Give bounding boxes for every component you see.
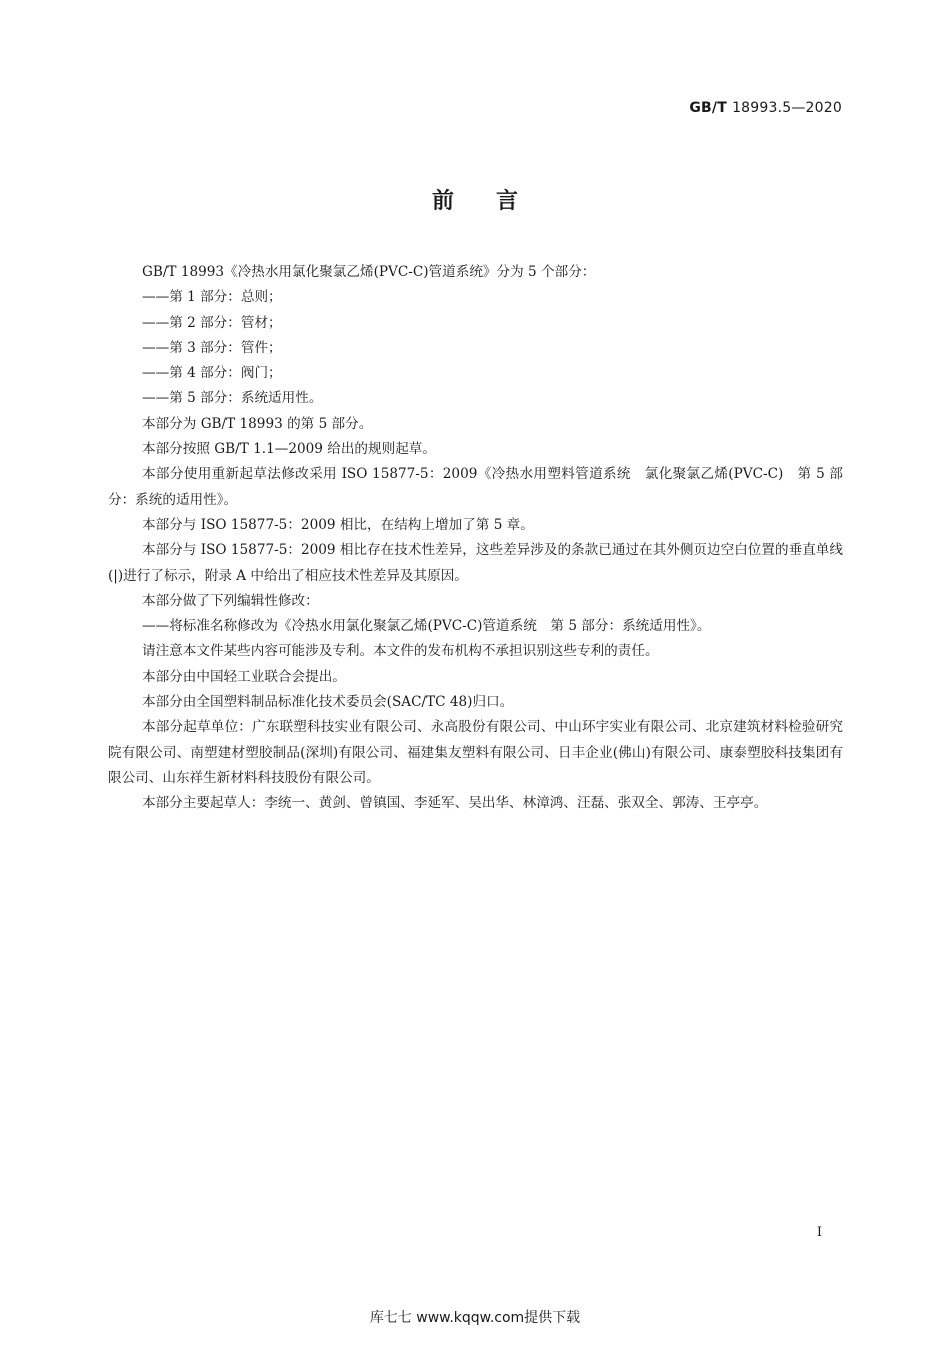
paragraph: 本部分做了下列编辑性修改： <box>142 592 319 609</box>
paragraph: 本部分起草单位：广东联塑科技实业有限公司、永高股份有限公司、中山环宇实业有限公司、北京建筑材料检验研究院有限公司、南塑建材塑胶制品(深圳)有限公司、福建集友塑料有限公司、日丰企业(佛山)有限公司、康泰塑胶科技集团有限公司、山东祥生新材料科技股份有限公司。 <box>108 719 843 786</box>
page-title: 前言 <box>431 189 560 214</box>
paragraph: 请注意本文件某些内容可能涉及专利。本文件的发布机构不承担识别这些专利的责任。 <box>142 643 659 660</box>
paragraph: 本部分按照 GB/T 1.1—2009 给出的规则起草。 <box>142 441 436 458</box>
standard-code <box>689 100 842 116</box>
list-item: ——第 4 部分：阀门； <box>142 365 282 382</box>
paragraph: 本部分使用重新起草法修改采用 ISO 15877-5：2009《冷热水用塑料管道系统 氯化聚氯乙烯(PVC-C) 第 5 部分：系统的适用性》。 <box>108 466 843 508</box>
list-item: ——第 3 部分：管件； <box>142 339 282 356</box>
paragraph: GB/T 18993《冷热水用氯化聚氯乙烯(PVC-C)管道系统》分为 5 个部分： <box>142 264 596 280</box>
paragraph: 本部分主要起草人：李统一、黄剑、曾镇国、李延军、吴出华、林漳鸿、汪磊、张双全、郭涛、王亭亭。 <box>142 795 768 812</box>
standard-code-number: 18993.5—2020 <box>732 100 842 116</box>
paragraph: 本部分由中国轻工业联合会提出。 <box>142 668 346 685</box>
paragraph: 本部分与 ISO 15877-5：2009 相比存在技术性差异，这些差异涉及的条款已通过在其外侧页边空白位置的垂直单线(|)进行了标示，附录 A 中给出了相应技术性差异及其原因。 <box>108 542 843 584</box>
paragraph: 本部分由全国塑料制品标准化技术委员会(SAC/TC 48)归口。 <box>142 694 514 711</box>
document-body <box>108 260 843 817</box>
standard-code-prefix: GB/T <box>689 100 727 116</box>
page-number: I <box>816 1225 822 1240</box>
list-item: ——将标准名称修改为《冷热水用氯化聚氯乙烯(PVC-C)管道系统 第 5 部分：系统适用性》。 <box>142 618 711 635</box>
list-item: ——第 1 部分：总则； <box>142 289 282 306</box>
list-item: ——第 5 部分：系统适用性。 <box>142 390 323 407</box>
footer-credit: 库七七 www.kqqw.com提供下载 <box>369 1310 581 1326</box>
list-item: ——第 2 部分：管材； <box>142 314 282 331</box>
paragraph: 本部分与 ISO 15877-5：2009 相比，在结构上增加了第 5 章。 <box>142 516 534 533</box>
paragraph: 本部分为 GB/T 18993 的第 5 部分。 <box>142 415 373 432</box>
